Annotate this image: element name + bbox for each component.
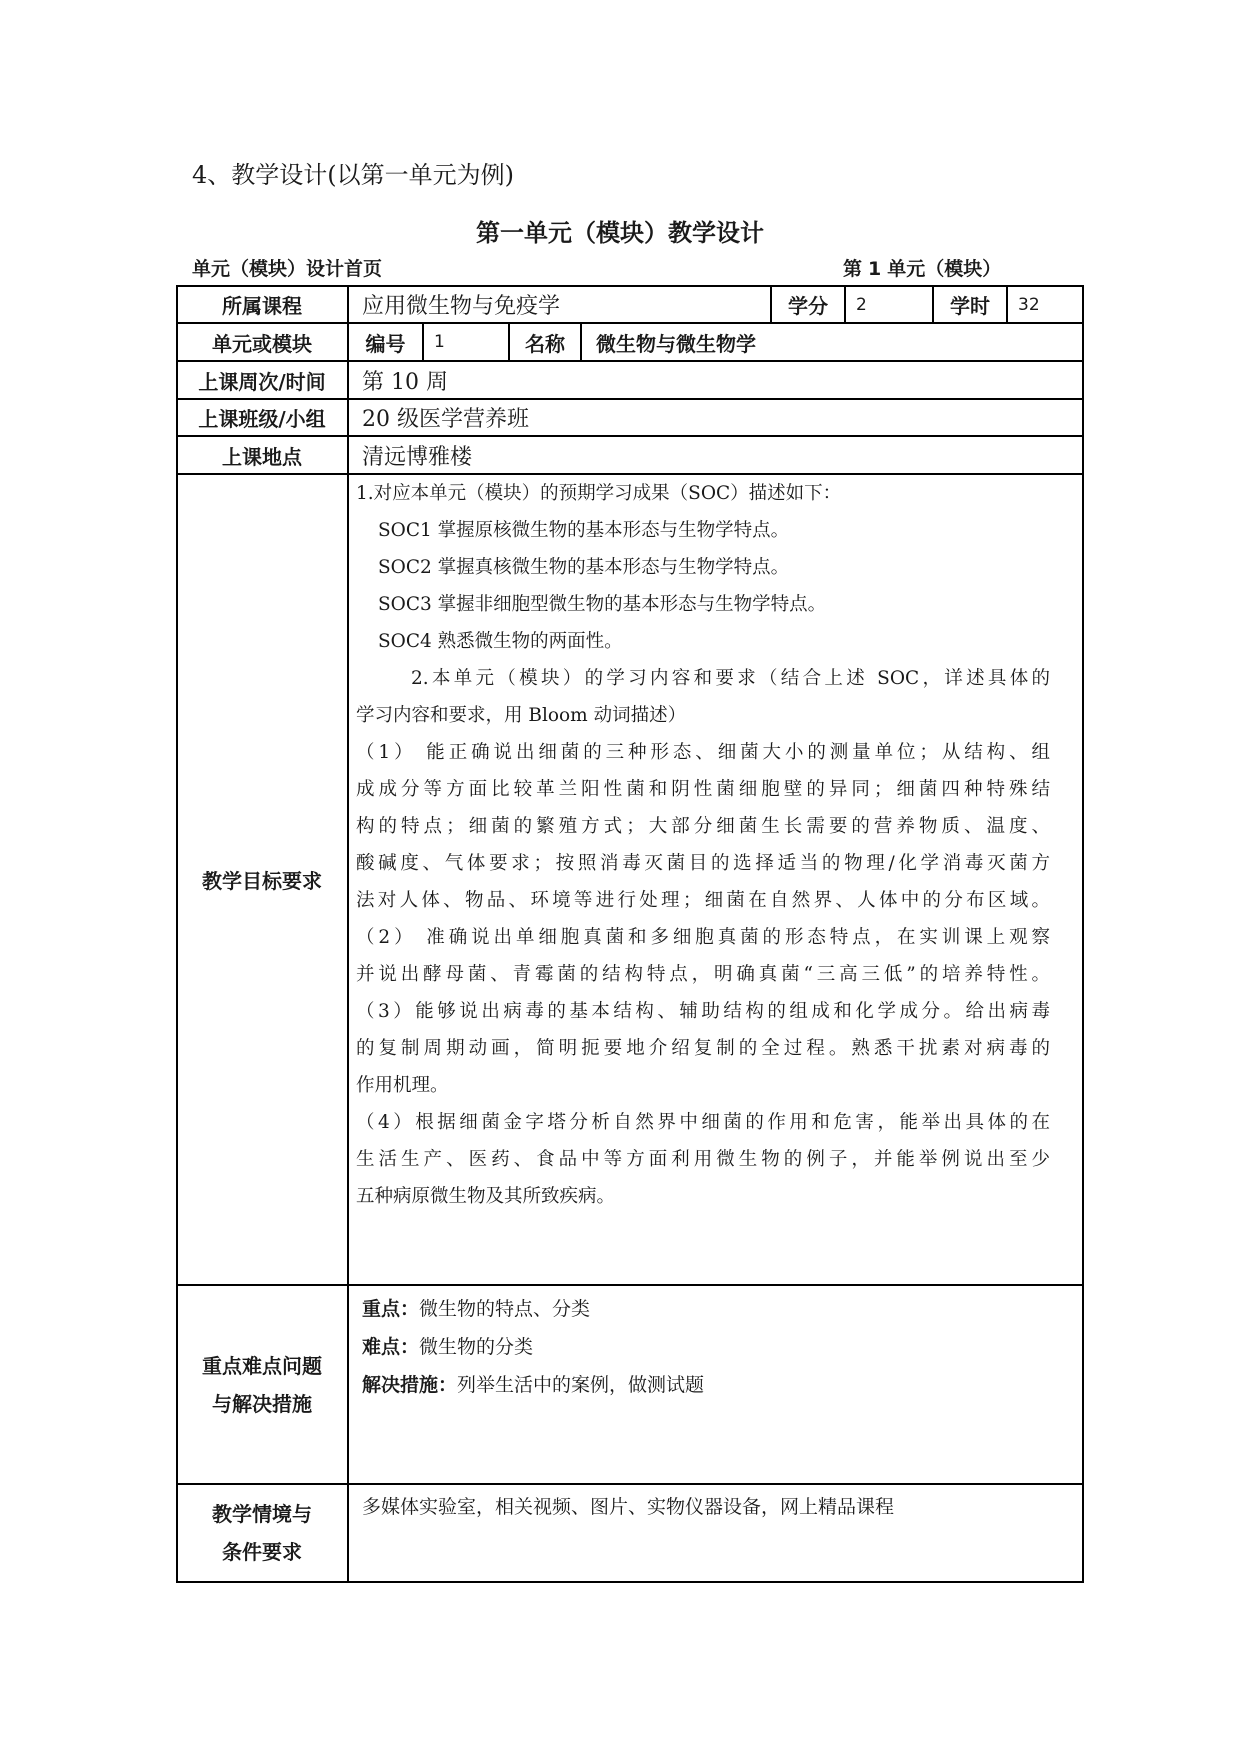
unit-label: 单元或模块 xyxy=(212,331,312,356)
subheader-left: 单元（模块）设计首页 xyxy=(192,258,383,280)
soc-item: SOC4 熟悉微生物的两面性。 xyxy=(378,631,623,652)
subheader-right-suffix: 单元（模块） xyxy=(887,258,1002,280)
goal-paragraph-line: 酸碱度、气体要求；按照消毒灭菌目的选择适当的物理/化学消毒灭菌方 xyxy=(356,853,1050,874)
week-label: 上课周次/时间 xyxy=(198,369,326,394)
requirements-heading: 学习内容和要求，用 Bloom 动词描述） xyxy=(356,705,687,726)
goal-paragraph-line: 生活生产、医药、食品中等方面利用微生物的例子，并能举例说出至少 xyxy=(356,1149,1050,1170)
soc-item: SOC2 掌握真核微生物的基本形态与生物学特点。 xyxy=(378,557,790,578)
goal-paragraph-line: （4）根据细菌金字塔分析自然界中细菌的作用和危害，能举出具体的在 xyxy=(356,1112,1050,1133)
key-points-label-line1: 重点难点问题 xyxy=(202,1353,322,1378)
goal-paragraph-line: 五种病原微生物及其所致疾病。 xyxy=(356,1186,616,1207)
name-value: 微生物与微生物学 xyxy=(596,331,756,356)
hours-label: 学时 xyxy=(950,294,990,318)
solution-value: 列举生活中的案例，做测试题 xyxy=(457,1374,705,1396)
key-points-label xyxy=(176,1286,348,1483)
credit-label: 学分 xyxy=(788,294,828,318)
class-label: 上课班级/小组 xyxy=(198,407,326,431)
class-value: 20 级医学营养班 xyxy=(362,407,529,432)
code-value: 1 xyxy=(434,332,445,352)
key-point-label: 重点： xyxy=(362,1298,420,1320)
conditions-value: 多媒体实验室，相关视频、图片、实物仪器设备，网上精品课程 xyxy=(362,1496,895,1518)
difficulty-value: 微生物的分类 xyxy=(419,1336,534,1358)
table-line xyxy=(1082,285,1084,1583)
key-point-value: 微生物的特点、分类 xyxy=(419,1298,591,1320)
table-line xyxy=(176,1581,1084,1583)
key-points-label-line2: 与解决措施 xyxy=(212,1391,312,1416)
name-label: 名称 xyxy=(525,331,565,356)
hours-value: 32 xyxy=(1018,294,1040,315)
solution-label: 解决措施： xyxy=(362,1374,458,1396)
course-value: 应用微生物与免疫学 xyxy=(362,294,561,319)
goals-content xyxy=(356,475,1050,1215)
design-table xyxy=(176,285,1084,1583)
document-title: 第一单元（模块）教学设计 xyxy=(476,219,764,247)
key-point-row xyxy=(362,1290,704,1328)
goal-paragraph-line: 作用机理。 xyxy=(356,1075,449,1096)
goal-paragraph-line: 的复制周期动画，简明扼要地介绍复制的全过程。熟悉干扰素对病毒的 xyxy=(356,1038,1050,1059)
goals-intro: 1.对应本单元（模块）的预期学习成果（SOC）描述如下： xyxy=(356,483,842,504)
goals-label: 教学目标要求 xyxy=(202,869,322,893)
place-label: 上课地点 xyxy=(222,444,302,469)
key-points-content xyxy=(362,1290,704,1404)
difficulty-label: 难点： xyxy=(362,1336,420,1358)
goal-paragraph-line: 法对人体、物品、环境等进行处理；细菌在自然界、人体中的分布区域。 xyxy=(356,890,1050,911)
goal-paragraph-line: （2） 准确说出单细胞真菌和多细胞真菌的形态特点，在实训课上观察 xyxy=(356,927,1050,948)
goal-paragraph-line: 成成分等方面比较革兰阳性菌和阴性菌细胞壁的异同；细菌四种特殊结 xyxy=(356,779,1050,800)
section-heading: 4、教学设计(以第一单元为例) xyxy=(192,161,514,189)
course-label: 所属课程 xyxy=(222,294,302,318)
code-label: 编号 xyxy=(365,331,406,356)
goal-paragraph-line: 构的特点；细菌的繁殖方式；大部分细菌生长需要的营养物质、温度、 xyxy=(356,816,1050,837)
conditions-label xyxy=(176,1485,348,1581)
soc-item: SOC1 掌握原核微生物的基本形态与生物学特点。 xyxy=(378,520,790,541)
subheader-right-num: 1 xyxy=(868,258,882,280)
difficulty-row xyxy=(362,1328,704,1366)
requirements-heading: 2.本单元（模块）的学习内容和要求（结合上述 SOC，详述具体的 xyxy=(411,668,1050,689)
goal-paragraph-line: （1） 能正确说出细菌的三种形态、细菌大小的测量单位；从结构、组 xyxy=(356,742,1050,763)
conditions-label-line1: 教学情境与 xyxy=(212,1502,312,1526)
goal-paragraph-line: 并说出酵母菌、青霉菌的结构特点，明确真菌“三高三低”的培养特性。 xyxy=(356,964,1050,985)
goal-paragraph-line: （3）能够说出病毒的基本结构、辅助结构的组成和化学成分。给出病毒 xyxy=(356,1001,1050,1022)
place-value: 清远博雅楼 xyxy=(362,444,473,470)
solution-row xyxy=(362,1366,704,1404)
credit-value: 2 xyxy=(856,294,867,315)
conditions-label-line2: 条件要求 xyxy=(222,1540,302,1564)
subheader-right-prefix: 第 xyxy=(843,258,863,280)
week-value: 第 10 周 xyxy=(362,369,448,395)
soc-item: SOC3 掌握非细胞型微生物的基本形态与生物学特点。 xyxy=(378,594,827,615)
subheader-right xyxy=(843,254,1001,281)
